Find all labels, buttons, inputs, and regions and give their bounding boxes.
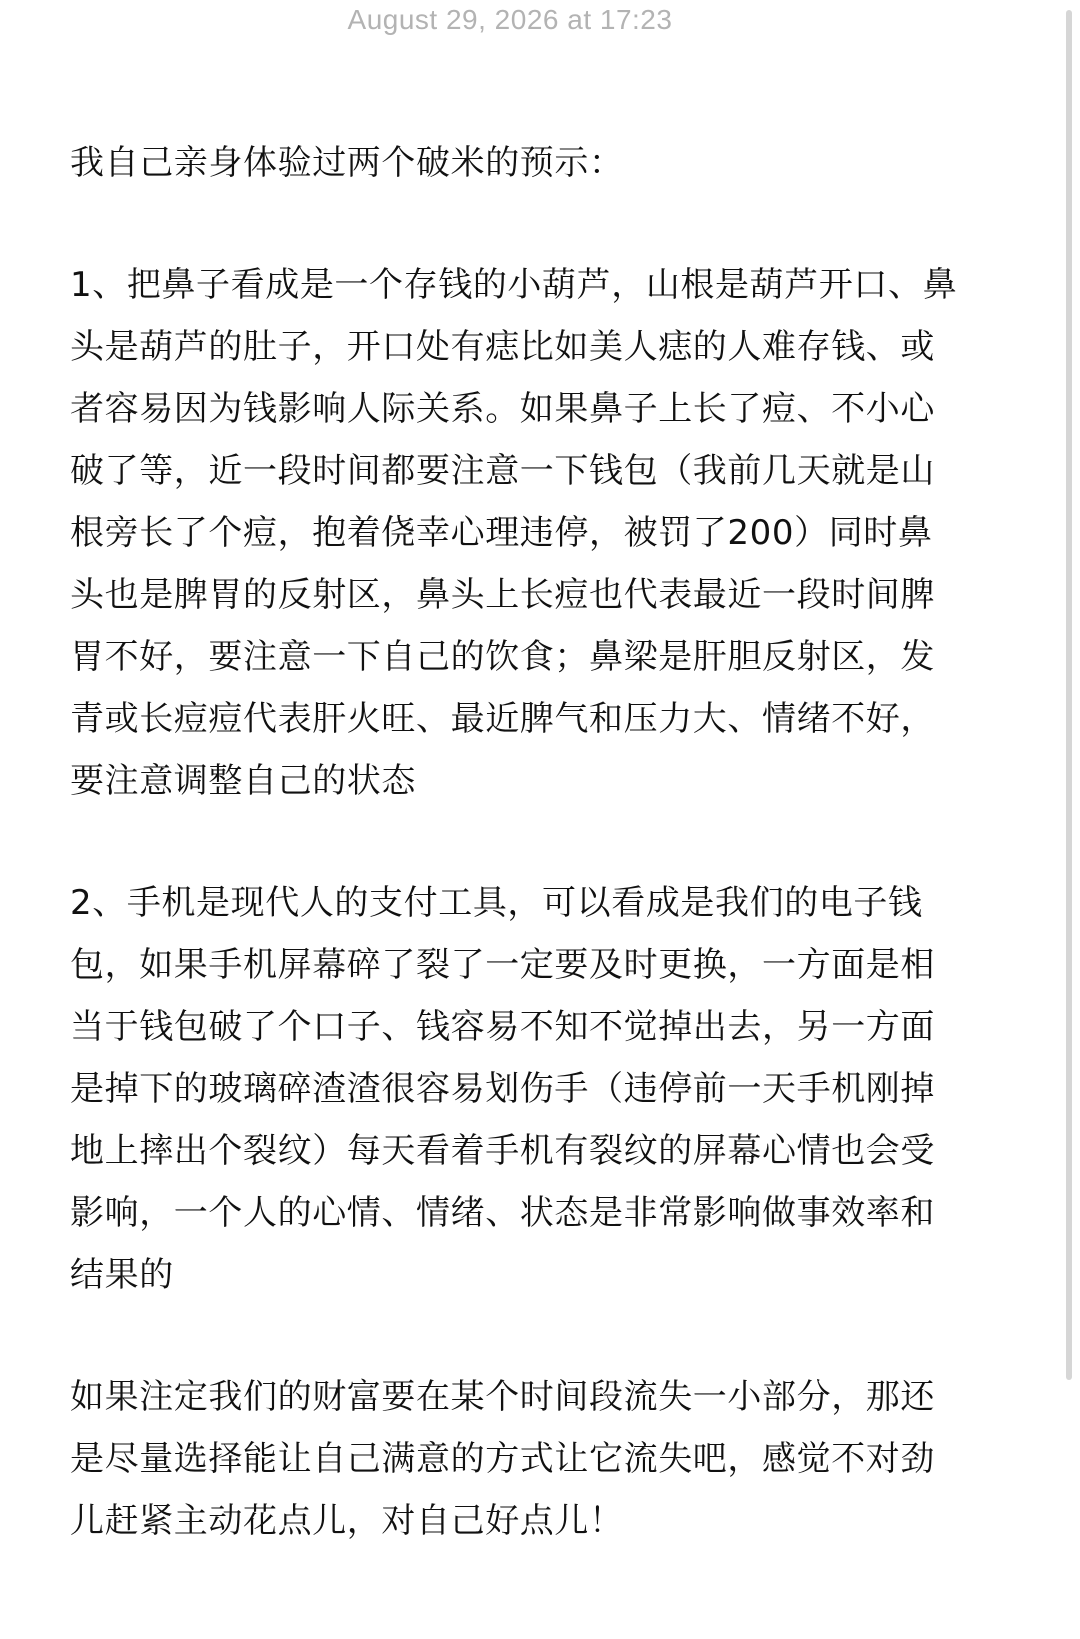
note-paragraph-3: 如果注定我们的财富要在某个时间段流失一小部分，那还是尽量选择能让自己满意的方式让它流失吧，感觉不对劲儿赶紧主动花点儿，对自己好点儿！ xyxy=(70,1377,935,1541)
note-body[interactable] xyxy=(70,132,960,1552)
note-paragraph-1: 1、把鼻子看成是一个存钱的小葫芦，山根是葫芦开口、鼻头是葫芦的肚子，开口处有痣比如美人痣的人难存钱、或者容易因为钱影响人际关系。如果鼻子上长了痘、不小心破了等，近一段时间都要注意一下钱包（我前几天就是山根旁长了个痘，抱着侥幸心理违停，被罚了200）同时鼻头也是脾胃的反射区，鼻头上长痘也代表最近一段时间脾胃不好，要注意一下自己的饮食；鼻梁是肝胆反射区，发青或长痘痘代表肝火旺、最近脾气和压力大、情绪不好，要注意调整自己的状态 xyxy=(70,265,958,801)
paragraph-spacer xyxy=(70,194,960,254)
scrollbar-thumb[interactable] xyxy=(1066,10,1072,1380)
paragraph-spacer xyxy=(70,812,960,872)
paragraph-spacer xyxy=(70,1306,960,1366)
note-paragraph-2: 2、手机是现代人的支付工具，可以看成是我们的电子钱包，如果手机屏幕碎了裂了一定要及时更换，一方面是相当于钱包破了个口子、钱容易不知不觉掉出去，另一方面是掉下的玻璃碎渣渣很容易划伤手（违停前一天手机刚掉地上摔出个裂纹）每天看着手机有裂纹的屏幕心情也会受影响，一个人的心情、情绪、状态是非常影响做事效率和结果的 xyxy=(70,883,935,1295)
note-timestamp: August 29, 2026 at 17:23 xyxy=(347,4,673,35)
vertical-scrollbar[interactable] xyxy=(1066,0,1072,1639)
note-title: 我自己亲身体验过两个破米的预示： xyxy=(70,143,624,183)
